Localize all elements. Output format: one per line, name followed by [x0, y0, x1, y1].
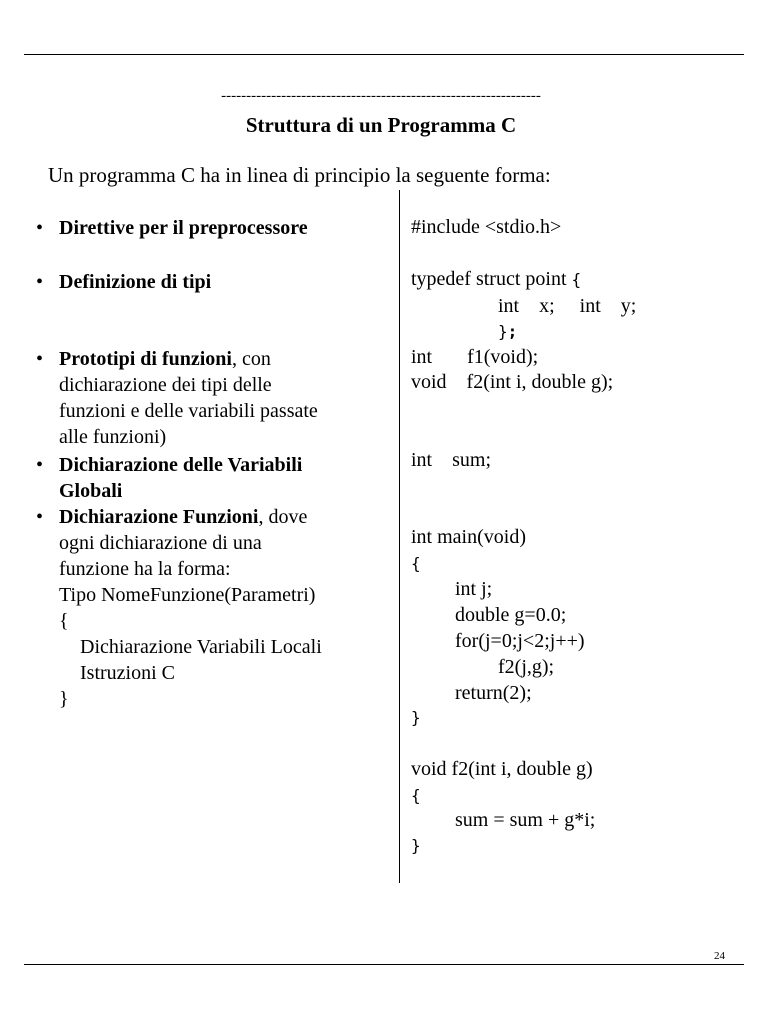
code-main-line3: for(j=0;j<2;j++)	[455, 630, 585, 652]
code-main-open-brace: {	[411, 554, 421, 573]
code-f2-signature: void f2(int i, double g)	[411, 758, 593, 780]
intro-text: Un programma C ha in linea di principio la seguente forma:	[48, 163, 551, 187]
item-prototypes-label: Prototipi di funzioni	[59, 348, 232, 370]
code-typedef-close-semi: ;	[507, 322, 518, 341]
bullet-icon: •	[36, 454, 44, 476]
code-typedef-close-brace: }	[498, 322, 508, 341]
bullet-icon: •	[36, 217, 44, 239]
item-prototypes-line3: funzioni e delle variabili passate	[59, 400, 318, 422]
item-functions-line2: ogni dichiarazione di una	[59, 532, 262, 554]
code-main-open	[411, 550, 421, 577]
code-typedef-text: typedef struct point	[411, 268, 572, 290]
code-main-line2: double g=0.0;	[455, 604, 567, 626]
code-typedef-close	[498, 318, 517, 345]
code-f2-open-brace: {	[411, 786, 421, 805]
item-prototypes-rest: , con	[232, 348, 271, 370]
code-main-signature: int main(void)	[411, 526, 526, 548]
column-divider	[399, 190, 400, 883]
code-main-line5: return(2);	[455, 682, 532, 704]
code-main-close-brace: }	[411, 708, 421, 727]
item-functions-line5: {	[59, 610, 69, 632]
item-functions-line6: Dichiarazione Variabili Locali	[80, 636, 322, 658]
bullet-icon: •	[36, 348, 44, 370]
code-typedef-brace: {	[571, 270, 582, 289]
item-types-label: Definizione di tipi	[59, 271, 212, 293]
code-main-close	[411, 704, 421, 731]
top-rule	[24, 54, 744, 55]
code-proto1: int f1(void);	[411, 346, 539, 368]
item-functions-label: Dichiarazione Funzioni	[59, 506, 259, 528]
item-functions-line8: }	[59, 688, 69, 710]
code-typedef-fields: int x; int y;	[498, 295, 637, 317]
item-globals-label-1: Dichiarazione delle Variabili	[59, 454, 303, 476]
item-functions-line3: funzione ha la forma:	[59, 558, 231, 580]
code-f2-open	[411, 782, 421, 809]
item-functions-rest: , dove	[258, 506, 308, 528]
bullet-icon: •	[36, 506, 44, 528]
code-main-line1: int j;	[455, 578, 493, 600]
page-title: Struttura di un Programma C	[245, 113, 517, 137]
bullet-icon: •	[36, 271, 44, 293]
item-globals-label-2: Globali	[59, 480, 123, 502]
page-number: 24	[714, 950, 725, 962]
code-proto2: void f2(int i, double g);	[411, 371, 614, 393]
code-main-line4: f2(j,g);	[498, 656, 555, 678]
item-functions-line4: Tipo NomeFunzione(Parametri)	[59, 584, 316, 606]
code-f2-close	[411, 832, 421, 859]
item-prototypes-line2: dichiarazione dei tipi delle	[59, 374, 272, 396]
code-f2-line1: sum = sum + g*i;	[455, 809, 596, 831]
code-include: #include <stdio.h>	[411, 216, 562, 238]
item-functions-line7: Istruzioni C	[80, 662, 175, 684]
item-directives-label: Direttive per il preprocessore	[59, 217, 308, 239]
code-global: int sum;	[411, 449, 492, 471]
bottom-rule	[24, 964, 744, 965]
code-f2-close-brace: }	[411, 836, 421, 855]
dashed-separator: ----------------------------------------------------------------	[221, 88, 541, 104]
code-typedef	[411, 266, 581, 293]
item-prototypes-line4: alle funzioni)	[59, 426, 167, 448]
